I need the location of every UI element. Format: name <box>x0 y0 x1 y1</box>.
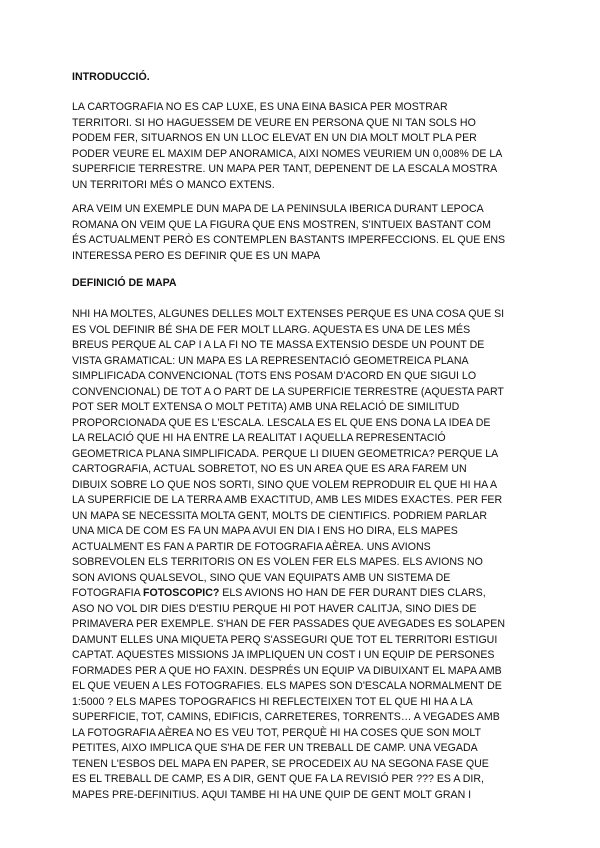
text-line: SUPERFICIE, TOT, CAMINS, EDIFICIS, CARRETERES, TORRENTS… A VEGADES AMB <box>72 711 500 723</box>
text-line: PRIMAVERA PER EXEMPLE. S'HAN DE FER PASSADES QUE AVEGADES ES SOLAPEN <box>72 618 505 630</box>
text-line: CAPTAT. AQUESTES MISSIONS JA IMPLIQUEN UN COST I UN EQUIP DE PERSONES <box>72 649 495 661</box>
text-line: DAMUNT ELLES UNA MIQUETA PERQ S'ASSEGURI QUE TOT EL TERRITORI ESTIGUI <box>72 633 498 646</box>
text-line: PODEM FER, SITUARNOS EN UN LLOC ELEVAT EN UN DIA MOLT MOLT PLA PER <box>72 132 477 144</box>
text-line: GEOMETRICA PLANA SIMPLIFICADA. PERQUE LI DIUEN GEOMETRICA? PERQUE LA <box>72 447 499 460</box>
text-fragment: FOTOGRAFIA <box>72 587 144 599</box>
text-line: ÉS ACTUALMENT PERÒ ES CONTEMPLEN BASTANTS IMPERFECCIONS. EL QUE ENS <box>72 234 506 246</box>
text-line: VISTA GRAMATICAL: UN MAPA ES LA REPRESENTACIÓ GEOMETREICA PLANA <box>72 354 469 367</box>
text-line-fotoscopic <box>72 586 532 602</box>
text-line: ASO NO VOL DIR DIES D'ESTIU PERQUE HI POT HAVER CALITJA, SINO DIES DE <box>72 602 477 615</box>
text-line: 1:5000 ? ELS MAPES TOPOGRAFICS HI REFLECTEIXEN TOT EL QUE HI HA A LA <box>72 695 473 708</box>
text-line: PROPORCIONADA QUE ES L'ESCALA. LESCALA ES EL QUE ENS DONA LA IDEA DE <box>72 416 491 429</box>
heading-introduccio: INTRODUCCIÓ. <box>72 71 150 83</box>
text-line: ES VOL DEFINIR BÉ SHA DE FER MOLT LLARG. AQUESTA ES UNA DE LES MÉS <box>72 323 471 336</box>
text-line: INTERESSA PERO ES DEFINIR QUE ES UN MAPA <box>72 249 321 262</box>
text-line: LA RELACIÓ QUE HI HA ENTRE LA REALITAT I AQUELLA REPRESENTACIÓ <box>72 432 446 444</box>
text-fragment: ELS AVIONS HO HAN DE FER DURANT DIES CLARS, <box>219 587 486 599</box>
text-line: SUPERFICIE TERRESTRE. UN MAPA PER TANT, DEPENENT DE LA ESCALA MOSTRA <box>72 163 498 175</box>
text-line: ROMANA ON VEIM QUE LA FIGURA QUE ENS MOSTREN, S'INTUEIX BASTANT COM <box>72 218 491 231</box>
text-line: DIBUIX SOBRE LO QUE NOS SORTI, SINO QUE VOLEM REPRODUIR EL QUE HI HA A <box>72 478 498 491</box>
text-line: PODER VEURE EL MAXIM DEP ANORAMICA, AIXI NOMES VEURIEM UN 0,008% DE LA <box>72 147 503 160</box>
text-line: SOBREVOLEN ELS TERRITORIS ON ES VOLEN FER ELS MAPES. ELS AVIONS NO <box>72 556 483 568</box>
text-line: BREUS PERQUE AL CAP I A LA FI NO TE MASSA EXTENSIO DESDE UN POUNT DE <box>72 339 485 351</box>
paragraph-introduction <box>72 100 532 193</box>
text-line: CARTOGRAFIA, ACTUAL SOBRETOT, NO ES UN AREA QUE ES ARA FAREM UN <box>72 463 467 475</box>
text-line: PETITES, AIXO IMPLICA QUE S'HA DE FER UN TREBALL DE CAMP. UNA VEGADA <box>72 742 478 754</box>
paragraph-example <box>72 202 532 264</box>
text-line: EL QUE VEUEN A LES FOTOGRAFIES. ELS MAPES SON D'ESCALA NORMALMENT DE <box>72 680 502 692</box>
text-line: TERRITORI. SI HO HAGUESSEM DE VEURE EN PERSONA QUE NI TAN SOLS HO <box>72 116 476 129</box>
text-line: UNA MICA DE COM ES FA UN MAPA AVUI EN DIA I ENS HO DIRA, ELS MAPES <box>72 525 458 537</box>
text-line: MAPES PRE-DEFINITIUS. AQUI TAMBE HI HA UNE QUIP DE GENT MOLT GRAN I <box>72 788 472 801</box>
text-line: SIMPLIFICADA CONVENCIONAL (TOTS ENS POSAM D'ACORD EN QUE SIGUI LO <box>72 370 477 382</box>
text-line: ACTUALMENT ES FAN A PARTIR DE FOTOGRAFIA AÈREA. UNS AVIONS <box>72 540 431 553</box>
text-line: TENEN L'ESBOS DEL MAPA EN PAPER, SE PROCEDEIX AU NA SEGONA FASE QUE <box>72 757 489 770</box>
paragraph-definition <box>72 307 532 803</box>
text-line: UN TERRITORI MÉS O MANCO EXTENS. <box>72 178 275 191</box>
text-line: CONVENCIONAL) DE TOT A O PART DE LA SUPERFICIE TERRESTRE (AQUESTA PART <box>72 385 504 398</box>
heading-definicio-de-mapa: DEFINICIÓ DE MAPA <box>72 277 177 289</box>
text-line: NHI HA MOLTES, ALGUNES DELLES MOLT EXTENSES PERQUE ES UNA COSA QUE SI <box>72 308 505 320</box>
text-line: UN MAPA SE NECESSITA MOLTA GENT, MOLTS DE CIENTIFICS. PODRIEM PARLAR <box>72 509 487 522</box>
text-line: ES EL TREBALL DE CAMP, ES A DIR, GENT QUE FA LA REVISIÓ PER ??? ES A DIR, <box>72 773 484 785</box>
text-line: LA FOTOGRAFIA AÈREA NO ES VEU TOT, PERQUÈ HI HA COSES QUE SON MOLT <box>72 726 481 739</box>
text-line: LA CARTOGRAFIA NO ES CAP LUXE, ES UNA EINA BASICA PER MOSTRAR <box>72 101 448 113</box>
text-line: ARA VEIM UN EXEMPLE DUN MAPA DE LA PENINSULA IBERICA DURANT LEPOCA <box>72 203 484 215</box>
text-line: LA SUPERFICIE DE LA TERRA AMB EXACTITUD, AMB LES MIDES EXACTES. PER FER <box>72 494 503 506</box>
text-line: POT SER MOLT EXTENSA O MOLT PETITA) AMB UNA RELACIÓ DE SIMILITUD <box>72 401 460 413</box>
bold-term-fotoscopic: FOTOSCOPIC? <box>143 587 220 599</box>
text-line: FORMADES PER A QUE HO FAXIN. DESPRÉS UN EQUIP VA DIBUIXANT EL MAPA AMB <box>72 664 502 677</box>
text-line: SON AVIONS QUALSEVOL, SINO QUE VAN EQUIPATS AMB UN SISTEMA DE <box>72 571 451 584</box>
